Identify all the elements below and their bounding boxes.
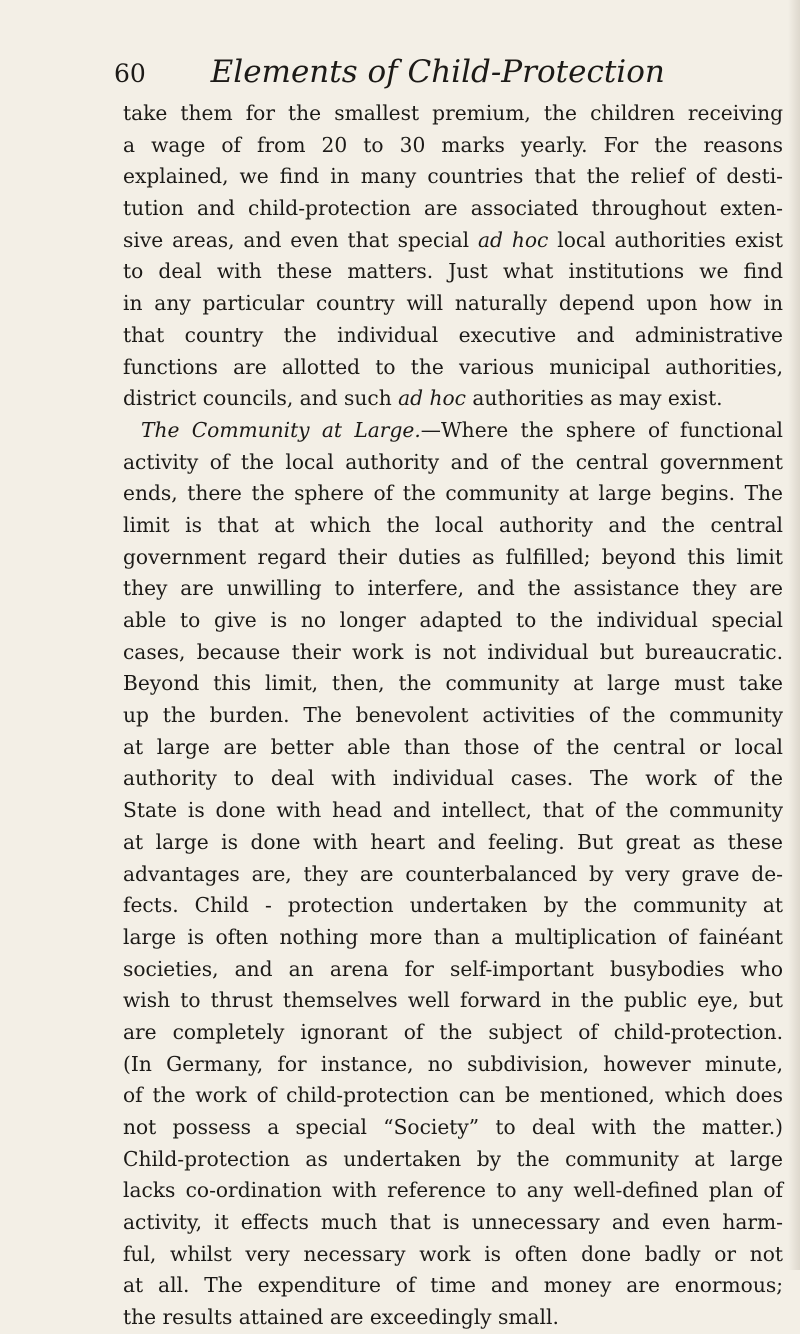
text-line: wish to thrust themselves well forward in the public eye, but (123, 988, 783, 1013)
text-line: large is often nothing more than a multiplication of fainéant (123, 924, 783, 949)
text-line: that country the individual executive and administrative (123, 322, 783, 347)
text-line: up the burden. The benevolent activities of the community (123, 703, 783, 728)
body-text (123, 98, 783, 1334)
text-run: authorities as may exist. (465, 386, 723, 411)
italic-term: ad hoc (478, 227, 549, 252)
text-line: State is done with head and intellect, that of the community (123, 798, 783, 823)
text-line: advantages are, they are counterbalanced by very grave de- (123, 861, 783, 886)
running-head-title: Elements of Child-Protection (210, 54, 665, 90)
text-line: at large is done with heart and feeling. But great as these (123, 829, 783, 854)
text-run: district councils, and such (123, 386, 399, 411)
page-number: 60 (114, 59, 146, 88)
text-line: activity of the local authority and of the central government (123, 449, 783, 474)
text-line: cases, because their work is not individual but bureaucratic. (123, 639, 783, 664)
text-run: —Where the sphere of functional (420, 417, 783, 442)
text-line: are completely ignorant of the subject of child-protection. (123, 1019, 783, 1044)
text-run: local authorities exist (548, 227, 783, 252)
text-line: ful, whilst very necessary work is often done badly or not (123, 1241, 783, 1266)
text-line: at all. The expenditure of time and money are enormous; (123, 1273, 783, 1298)
text-line: societies, and an arena for self-important busybodies who (123, 956, 783, 981)
text-line (123, 415, 783, 447)
text-line: the results attained are exceedingly small. (123, 1305, 559, 1330)
text-line: activity, it effects much that is unnecessary and even harm- (123, 1210, 783, 1235)
text-line: a wage of from 20 to 30 marks yearly. For the reasons (123, 132, 783, 157)
text-line: of the work of child-protection can be mentioned, which does (123, 1083, 783, 1108)
text-line: Beyond this limit, then, the community at large must take (123, 671, 783, 696)
text-line: take them for the smallest premium, the children receiving (123, 101, 783, 125)
text-line: fects. Child - protection undertaken by the community at (123, 893, 783, 918)
text-line: lacks co-ordination with reference to any well-defined plan of (123, 1178, 783, 1203)
text-line: limit is that at which the local authority and the central (123, 512, 783, 537)
text-line: authority to deal with individual cases. The work of the (123, 766, 783, 791)
text-line: to deal with these matters. Just what institutions we find (123, 259, 783, 284)
text-line: in any particular country will naturally depend upon how in (123, 291, 783, 316)
running-head (114, 52, 774, 92)
text-line: tution and child-protection are associated throughout exten- (123, 196, 783, 221)
section-heading: The Community at Large. (141, 417, 421, 442)
text-line: not possess a special “Society” to deal with the matter.) (123, 1115, 783, 1139)
text-line: ends, there the sphere of the community at large begins. The (123, 481, 783, 506)
text-line: government regard their duties as fulfilled; beyond this limit (123, 544, 783, 569)
text-line: able to give is no longer adapted to the individual special (123, 608, 783, 632)
text-line (123, 383, 783, 415)
text-line: functions are allotted to the various municipal authorities, (123, 354, 783, 379)
text-line: at large are better able than those of the central or local (123, 734, 783, 759)
text-line: they are unwilling to interfere, and the assistance they are (123, 576, 783, 601)
text-line (123, 225, 783, 257)
text-line: (In Germany, for instance, no subdivision, however minute, (123, 1051, 783, 1076)
text-run: sive areas, and even that special (123, 227, 479, 252)
italic-term: ad hoc (398, 386, 466, 411)
page-edge-shadow (788, 0, 800, 1270)
text-line: Child-protection as undertaken by the community at large (123, 1146, 783, 1171)
text-line: explained, we find in many countries that the relief of desti- (123, 164, 783, 189)
